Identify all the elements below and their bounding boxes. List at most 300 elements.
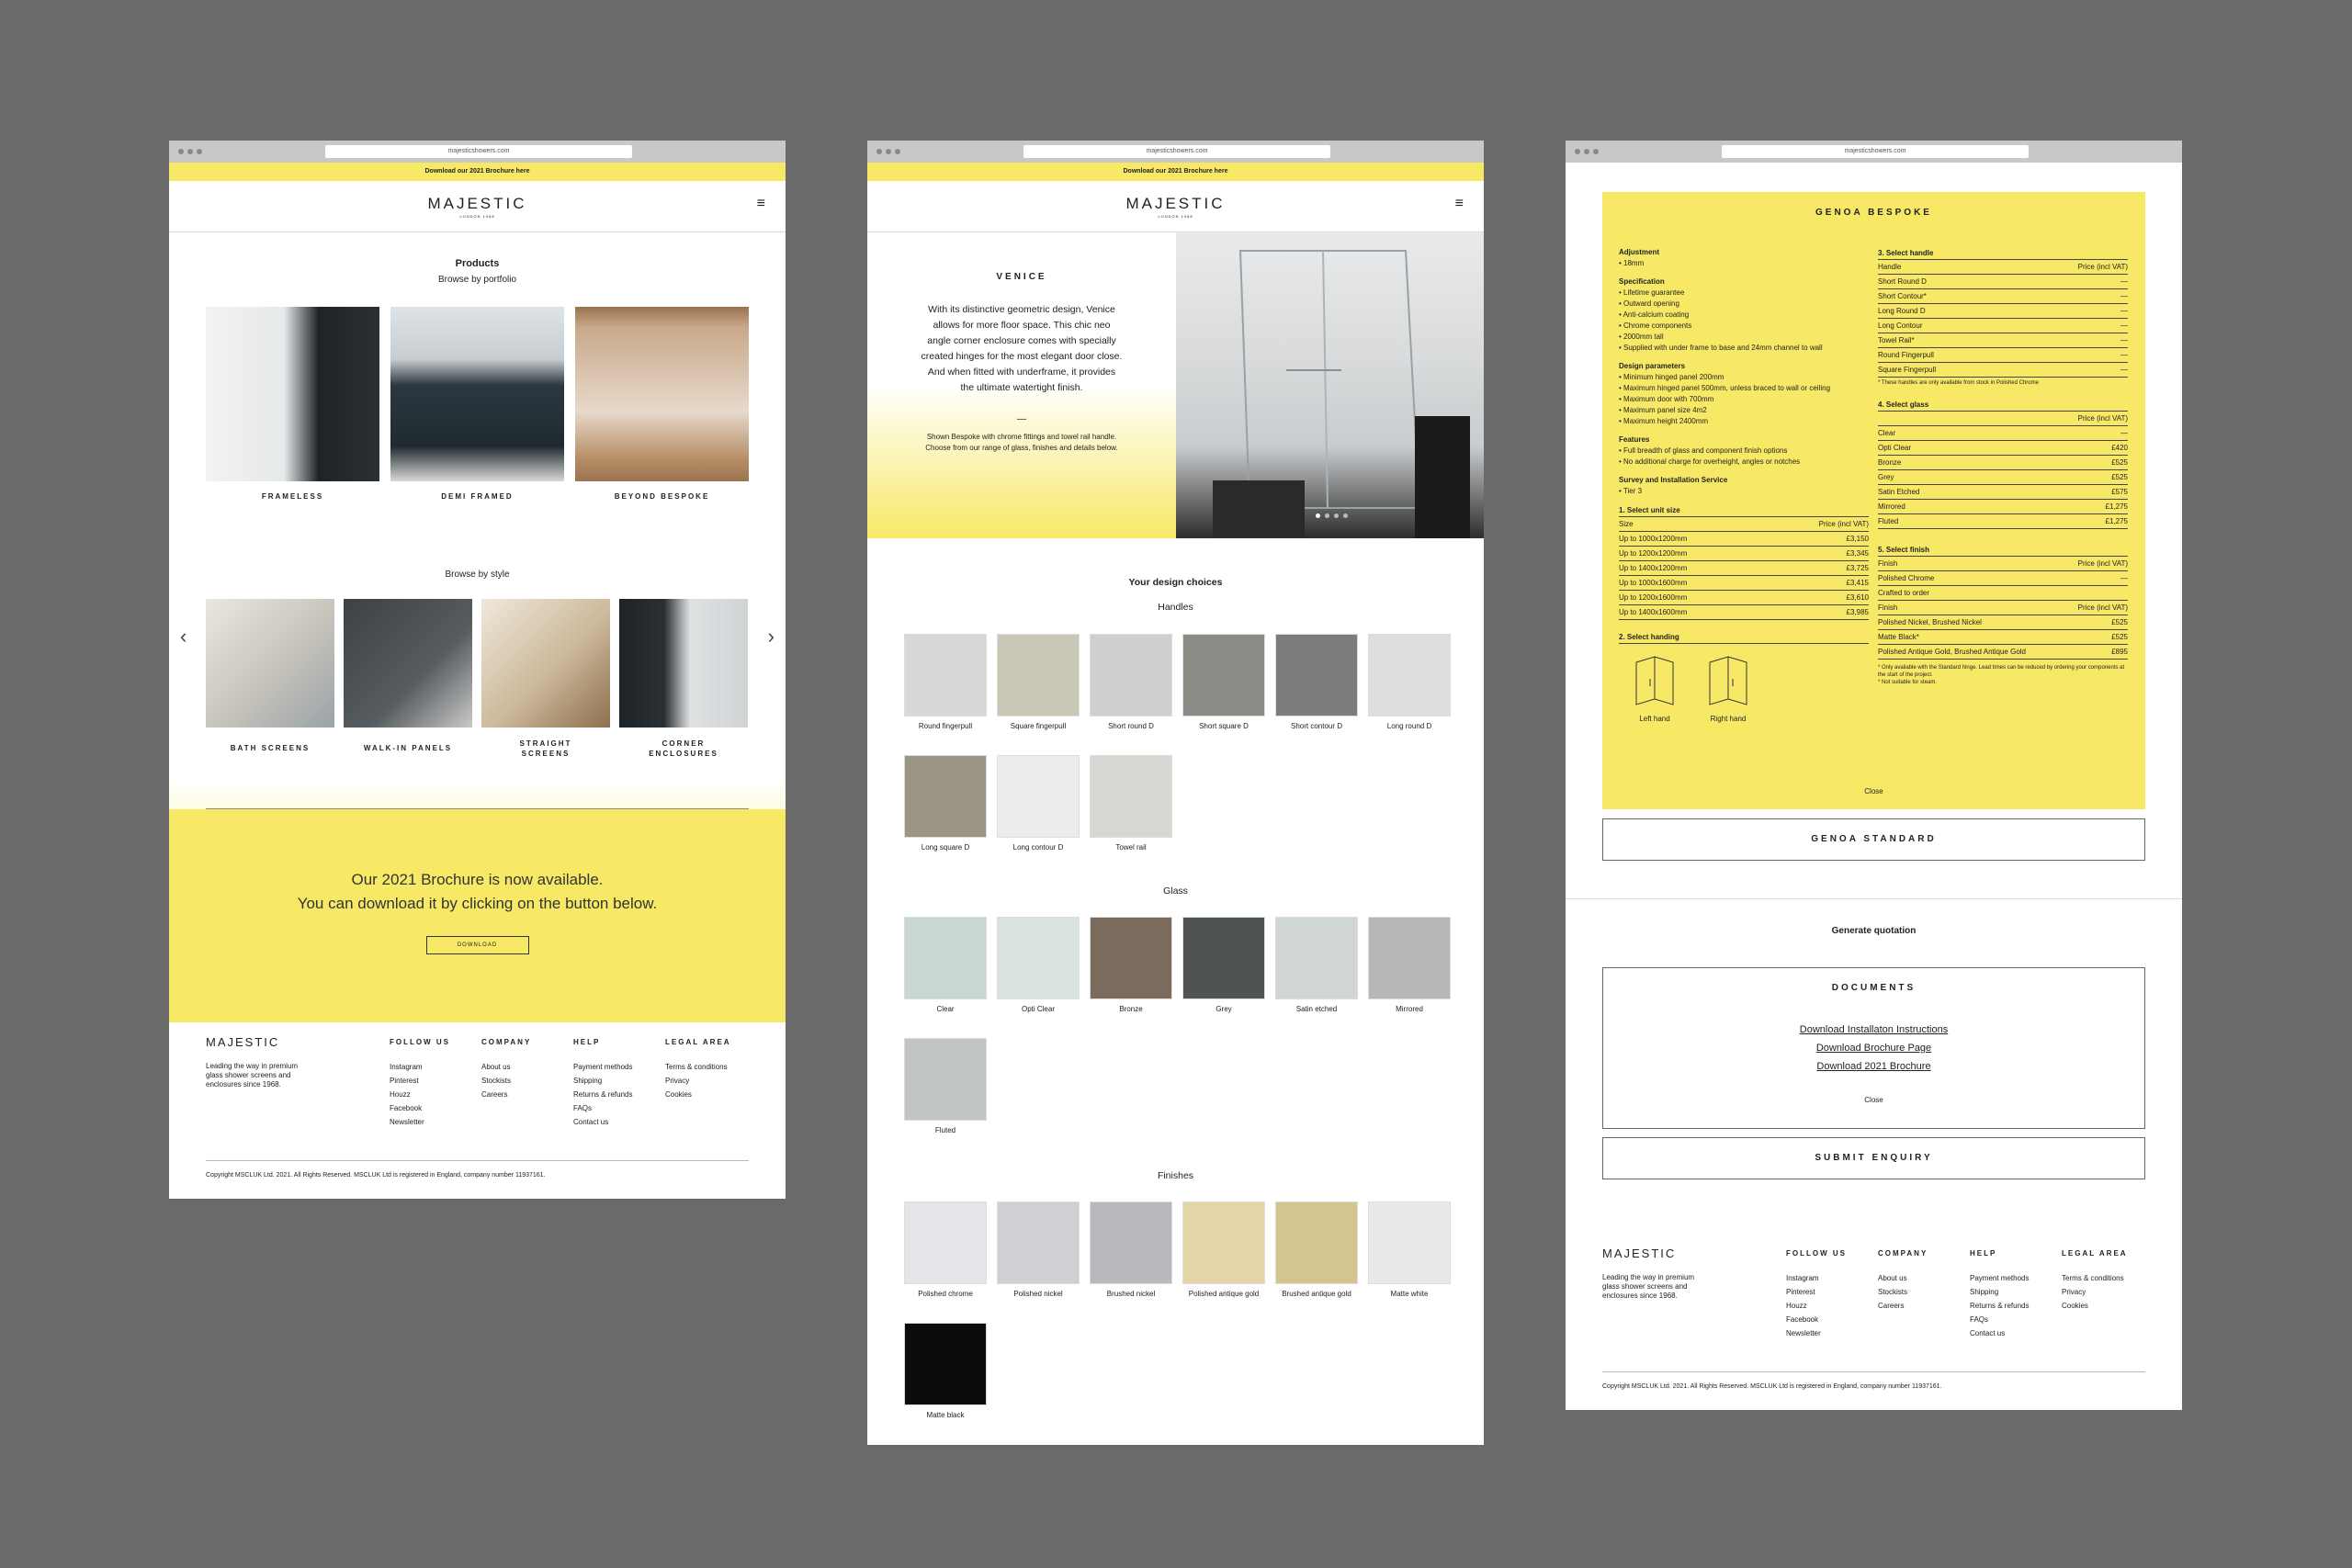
glass-option[interactable] <box>1368 917 1451 1014</box>
handle-table-header: Handle Price (incl VAT) <box>1878 259 2128 275</box>
documents-links <box>1603 1021 2144 1076</box>
glass-label: Satin etched <box>1295 1005 1338 1013</box>
portfolio-label: DEMI FRAMED <box>441 492 514 501</box>
chevron-right-icon[interactable]: › <box>767 625 775 648</box>
product-description: With its distinctive geometric design, Venice allows for more floor space. This chic neo angle corner enclosure comes with specially created hinges for the most elegant door close. And when fitted with underframe, it provides the ultimate watertight finish. <box>921 304 1123 393</box>
footer-heading: FOLLOW US <box>1786 1249 1847 1258</box>
glass-option-row[interactable] <box>1878 441 2128 456</box>
unit-size-row[interactable] <box>1619 547 1869 561</box>
footer-blurb: Leading the way in premium glass shower screens and enclosures since 1968. <box>1602 1273 1695 1300</box>
panel-close-link[interactable]: Close <box>1864 787 1883 795</box>
glass-label: Mirrored <box>1396 1005 1423 1013</box>
footer-col-company <box>481 1035 573 1129</box>
unit-size-price: £3,985 <box>1846 608 1869 616</box>
handles-title: Handles <box>1158 602 1193 613</box>
unit-size-title: 1. Select unit size <box>1619 506 1680 514</box>
download-brochure-page-link[interactable]: Download Brochure Page <box>1815 1043 1932 1054</box>
portfolio-label: BEYOND BESPOKE <box>614 492 710 501</box>
portfolio-card-demi-framed[interactable] <box>390 307 564 501</box>
shown-note: Shown Bespoke with chrome fittings and towel rail handle. Choose from our range of glass, finishes and details below. <box>925 433 1118 452</box>
handle-option-name: Long Contour <box>1878 321 1923 330</box>
genoa-bespoke-panel <box>1602 192 2145 809</box>
finish-option[interactable] <box>997 1201 1080 1299</box>
finish-label: Polished antique gold <box>1188 1290 1260 1298</box>
glass-option-name: Mirrored <box>1878 502 1905 511</box>
glass-swatch-image <box>904 1038 987 1121</box>
glass-title: Glass <box>1163 886 1188 897</box>
handle-option-row[interactable] <box>1878 348 2128 363</box>
demi-framed-image <box>390 307 564 481</box>
download-button[interactable]: DOWNLOAD <box>426 936 529 954</box>
portfolio-card-beyond-bespoke[interactable] <box>575 307 749 501</box>
unit-size-table <box>1619 532 1869 620</box>
unit-size-name: Up to 1000x1600mm <box>1619 579 1688 587</box>
left-hand-door-icon <box>1632 655 1678 706</box>
panel-title: GENOA BESPOKE <box>1815 208 1932 218</box>
footer-link[interactable]: Houzz <box>390 1090 411 1099</box>
handle-option[interactable] <box>904 634 987 731</box>
style-subtitle: Browse by style <box>445 570 510 580</box>
handle-swatch-image <box>1090 755 1172 838</box>
style-label: CORNER ENCLOSURES <box>649 739 718 758</box>
glass-swatch-image <box>1275 917 1358 999</box>
footer-col-follow <box>390 1035 481 1129</box>
glass-option[interactable] <box>1275 917 1358 1014</box>
handle-option-name: Long Round D <box>1878 307 1926 315</box>
handle-option-row[interactable] <box>1878 289 2128 304</box>
glass-option[interactable] <box>1182 917 1265 1014</box>
handle-swatch-image <box>1275 634 1358 716</box>
site-footer <box>206 1035 749 1199</box>
finishes-grid <box>867 1201 1484 1440</box>
unit-size-name: Up to 1200x1600mm <box>1619 593 1688 602</box>
footer-link[interactable]: Instagram <box>1786 1274 1819 1282</box>
spec-heading: Survey and Installation Service <box>1619 476 1728 484</box>
footer-col-follow <box>1786 1247 1878 1340</box>
unit-size-price: £3,150 <box>1846 535 1869 543</box>
footer-link[interactable]: Newsletter <box>1786 1329 1821 1337</box>
portfolio-label: FRAMELESS <box>261 492 324 501</box>
glass-option-row[interactable] <box>1878 456 2128 470</box>
brand-logo[interactable]: MAJESTIC LONDON 1968 <box>427 195 527 219</box>
footer-col-legal <box>665 1035 749 1129</box>
handles-grid <box>867 634 1484 873</box>
finish-label: Brushed nickel <box>1106 1290 1156 1298</box>
shower-enclosure-illustration <box>1176 232 1484 538</box>
footer-link[interactable]: Facebook <box>1786 1315 1819 1324</box>
glass-option-price: — <box>2120 429 2128 437</box>
finish-option-row[interactable] <box>1878 615 2128 630</box>
glass-option-row[interactable] <box>1878 470 2128 485</box>
site-footer <box>1602 1247 2145 1410</box>
footer-link[interactable]: Cookies <box>665 1090 692 1099</box>
footer-link[interactable]: Payment methods <box>1970 1274 2030 1282</box>
glass-option[interactable] <box>904 917 987 1014</box>
footer-heading: HELP <box>573 1038 601 1046</box>
handle-label: Long contour D <box>1012 843 1064 852</box>
glass-grid <box>867 917 1484 1146</box>
handle-label: Towel rail <box>1115 843 1147 852</box>
glass-option-price: £575 <box>2111 488 2128 496</box>
footer-link[interactable]: Stockists <box>1878 1288 1908 1296</box>
footer-link[interactable]: Pinterest <box>1786 1288 1815 1296</box>
handle-label: Square fingerpull <box>1010 722 1067 730</box>
glass-label: Grey <box>1216 1005 1232 1013</box>
unit-size-name: Up to 1000x1200mm <box>1619 535 1688 543</box>
separator-dash: — <box>1017 414 1026 424</box>
handle-option[interactable] <box>997 755 1080 852</box>
portfolio-subtitle: Browse by portfolio <box>437 275 517 285</box>
finish-option-price: £525 <box>2111 618 2128 626</box>
handing-label: Left hand <box>1639 715 1670 723</box>
glass-table <box>1878 426 2128 529</box>
spec-item: • Minimum hinged panel 200mm <box>1619 373 1724 381</box>
finish-option-price: £895 <box>2111 648 2128 656</box>
handing-title: 2. Select handing <box>1619 633 1869 644</box>
footer-link[interactable]: About us <box>1878 1274 1907 1282</box>
handing-label: Right hand <box>1710 715 1747 723</box>
handle-note: * These handles are only available from stock in Polished Chrome <box>1878 380 2039 386</box>
footer-link[interactable]: Terms & conditions <box>665 1063 728 1071</box>
browser-window-venice <box>867 141 1484 1445</box>
download-instructions-link[interactable]: Download Installaton Instructions <box>1799 1024 1949 1035</box>
address-bar[interactable]: majesticshowers.com <box>1722 145 2029 158</box>
finish-option[interactable] <box>904 1201 987 1299</box>
spec-item: • Maximum panel size 4m2 <box>1619 406 1707 414</box>
menu-icon[interactable]: ≡ <box>756 196 765 211</box>
unit-table-header: Size Price (incl VAT) <box>1619 516 1869 532</box>
handle-swatch-image <box>1182 634 1265 716</box>
frameless-image <box>206 307 379 481</box>
handle-label: Short round D <box>1108 722 1154 730</box>
browser-chrome <box>867 141 1484 163</box>
footer-col-legal <box>2062 1247 2145 1340</box>
footer-link[interactable]: Privacy <box>2062 1288 2086 1296</box>
footer-logo[interactable]: MAJESTIC <box>1602 1247 1677 1260</box>
finish-option[interactable] <box>1275 1201 1358 1299</box>
handle-title: 3. Select handle <box>1878 249 1934 257</box>
glass-option-name: Clear <box>1878 429 1896 437</box>
glass-option[interactable] <box>997 917 1080 1014</box>
portfolio-grid <box>206 307 749 501</box>
finish-option-row[interactable] <box>1878 571 2128 586</box>
handle-option-price: — <box>2120 321 2128 330</box>
address-bar[interactable]: majesticshowers.com <box>325 145 632 158</box>
finish-table-header-2: Finish Price (incl VAT) <box>1878 601 2128 615</box>
glass-label: Clear <box>936 1005 955 1013</box>
glass-option-row[interactable] <box>1878 514 2128 529</box>
spec-heading: Features <box>1619 435 1650 444</box>
footer-col-company <box>1878 1247 1970 1340</box>
footer-link[interactable]: Cookies <box>2062 1302 2088 1310</box>
handle-option-price: — <box>2120 366 2128 374</box>
spec-heading: Adjustment <box>1619 248 1659 256</box>
browser-chrome <box>1566 141 2182 163</box>
handing-right[interactable] <box>1705 655 1751 723</box>
handle-option-row[interactable] <box>1878 319 2128 333</box>
handle-option-price: — <box>2120 336 2128 344</box>
handle-option-row[interactable] <box>1878 275 2128 289</box>
finish-label: Matte white <box>1390 1290 1429 1298</box>
glass-swatch-image <box>1182 917 1265 999</box>
download-2021-brochure-link[interactable]: Download 2021 Brochure <box>1816 1061 1931 1072</box>
unit-size-price: £3,415 <box>1846 579 1869 587</box>
unit-size-price: £3,345 <box>1846 549 1869 558</box>
finish-table-crafted <box>1878 615 2128 660</box>
style-card-corner-enclosures[interactable] <box>619 599 748 763</box>
finish-note: * Only available with the Standard hinge. Lead times can be reduced by ordering your components at the start of the project. <box>1878 665 2125 678</box>
finish-option-price: — <box>2120 574 2128 582</box>
handle-label: Long round D <box>1386 722 1432 730</box>
handle-option[interactable] <box>1090 634 1172 731</box>
glass-option-price: £1,275 <box>2105 517 2128 525</box>
style-card-straight-screens[interactable] <box>481 599 610 763</box>
footer-link[interactable]: About us <box>481 1063 511 1071</box>
footer-link[interactable]: Terms & conditions <box>2062 1274 2124 1282</box>
promo-bar[interactable]: Download our 2021 Brochure here <box>867 163 1484 181</box>
documents-box <box>1602 967 2145 1129</box>
glass-option-row[interactable] <box>1878 500 2128 514</box>
window-controls[interactable] <box>178 149 202 154</box>
handle-swatch-image <box>1368 634 1451 716</box>
site-header <box>867 181 1484 232</box>
finish-swatch-image <box>1090 1201 1172 1284</box>
footer-link[interactable]: Careers <box>481 1090 508 1099</box>
finish-option-name: Polished Nickel, Brushed Nickel <box>1878 618 1982 626</box>
handle-swatch-image <box>904 755 987 838</box>
footer-heading: COMPANY <box>1878 1249 1928 1258</box>
glass-option-name: Fluted <box>1878 517 1899 525</box>
finish-swatch-image <box>1182 1201 1265 1284</box>
spec-item: • 2000mm tall <box>1619 333 1664 341</box>
menu-icon[interactable]: ≡ <box>1454 196 1464 211</box>
unit-size-price: £3,610 <box>1846 593 1869 602</box>
style-label: STRAIGHT SCREENS <box>519 739 572 758</box>
handle-option[interactable] <box>1368 634 1451 731</box>
spec-item: • No additional charge for overheight, angles or notches <box>1619 457 1801 466</box>
handle-swatch-image <box>1090 634 1172 716</box>
footer-link[interactable]: Contact us <box>573 1118 609 1126</box>
handle-option-price: — <box>2120 307 2128 315</box>
footer-link[interactable]: FAQs <box>1970 1315 1989 1324</box>
browser-window-genoa <box>1566 141 2182 1410</box>
glass-swatch-image <box>1368 917 1451 999</box>
spec-item: • Supplied with under frame to base and 24mm channel to wall <box>1619 344 1823 352</box>
handing-left[interactable] <box>1632 655 1678 723</box>
unit-size-name: Up to 1400x1600mm <box>1619 608 1688 616</box>
glass-option-row[interactable] <box>1878 426 2128 441</box>
design-choices-title: Your design choices <box>1128 577 1223 588</box>
handle-option-row[interactable] <box>1878 304 2128 319</box>
product-intro <box>867 232 1176 538</box>
style-card-walk-in-panels[interactable] <box>344 599 472 762</box>
handle-table <box>1878 275 2128 378</box>
handle-option-name: Round Fingerpull <box>1878 351 1934 359</box>
finish-label: Brushed antique gold <box>1282 1290 1351 1298</box>
finish-option[interactable] <box>1182 1201 1265 1299</box>
style-label: WALK-IN PANELS <box>363 744 453 752</box>
footer-link[interactable]: Stockists <box>481 1077 512 1085</box>
footer-link[interactable]: Shipping <box>1970 1288 1999 1296</box>
footer-logo[interactable]: MAJESTIC <box>206 1035 280 1049</box>
unit-size-row[interactable] <box>1619 605 1869 620</box>
spec-heading: Design parameters <box>1619 362 1686 370</box>
finish-table-standard <box>1878 571 2128 601</box>
handle-option-row[interactable] <box>1878 333 2128 348</box>
handle-label: Short square D <box>1199 722 1249 730</box>
unit-size-row[interactable] <box>1619 576 1869 591</box>
finish-table-header: Finish Price (incl VAT) <box>1878 556 2128 571</box>
finish-label: Polished nickel <box>1013 1290 1063 1298</box>
footer-heading: LEGAL AREA <box>2062 1249 2128 1258</box>
footer-link[interactable]: Payment methods <box>573 1063 633 1071</box>
handle-swatch-image <box>904 634 987 716</box>
walk-in-panels-image <box>344 599 472 728</box>
generate-quotation[interactable]: Generate quotation <box>1831 926 1917 936</box>
spec-item: • Outward opening <box>1619 299 1679 308</box>
options-column <box>1878 249 2128 686</box>
documents-close-link[interactable]: Close <box>1864 1096 1883 1104</box>
handle-swatch-image <box>997 755 1080 838</box>
footer-link[interactable]: Facebook <box>390 1104 423 1112</box>
spec-item: • Chrome components <box>1619 321 1692 330</box>
finish-title: 5. Select finish <box>1878 546 1930 554</box>
finish-option[interactable] <box>904 1323 987 1420</box>
address-bar[interactable]: majesticshowers.com <box>1023 145 1330 158</box>
glass-swatch-image <box>904 917 987 999</box>
finish-swatch-image <box>997 1201 1080 1284</box>
glass-swatch-image <box>997 917 1080 999</box>
promo-bar[interactable]: Download our 2021 Brochure here <box>169 163 786 181</box>
portfolio-card-frameless[interactable] <box>206 307 379 501</box>
glass-swatch-image <box>1090 917 1172 999</box>
finish-swatch-image <box>1368 1201 1451 1284</box>
glass-option-price: £525 <box>2111 473 2128 481</box>
window-controls[interactable] <box>876 149 900 154</box>
finish-option-row[interactable] <box>1878 645 2128 660</box>
brand-logo[interactable]: MAJESTIC LONDON 1968 <box>1125 195 1226 219</box>
venice-hero-image <box>1176 232 1484 538</box>
finish-option-row[interactable] <box>1878 586 2128 601</box>
handle-option-price: — <box>2120 277 2128 286</box>
glass-label: Fluted <box>934 1126 956 1134</box>
copyright: Copyright MSCLUK Ltd. 2021. All Rights Reserved. MSCLUK Ltd is registered in England, company number 11937161. <box>206 1160 749 1199</box>
footer-link[interactable]: Instagram <box>390 1063 423 1071</box>
handle-swatch-image <box>997 634 1080 716</box>
finish-option-name: Crafted to order <box>1878 589 1930 597</box>
glass-option-price: £525 <box>2111 458 2128 467</box>
divider <box>1566 898 2182 899</box>
right-hand-door-icon <box>1705 655 1751 706</box>
chevron-left-icon[interactable]: ‹ <box>180 625 187 648</box>
footer-link[interactable]: Pinterest <box>390 1077 419 1085</box>
site-header <box>169 181 786 232</box>
finish-option-price: £525 <box>2111 633 2128 641</box>
finish-label: Matte black <box>926 1411 965 1419</box>
glass-option-name: Bronze <box>1878 458 1902 467</box>
unit-size-row[interactable] <box>1619 591 1869 605</box>
finish-swatch-image <box>1275 1201 1358 1284</box>
carousel-dots[interactable] <box>1316 513 1348 518</box>
finish-option-row[interactable] <box>1878 630 2128 645</box>
finish-swatch-image <box>904 1201 987 1284</box>
copyright: Copyright MSCLUK Ltd. 2021. All Rights Reserved. MSCLUK Ltd is registered in England, company number 11937161. <box>1602 1371 2145 1410</box>
handle-option-name: Short Round D <box>1878 277 1927 286</box>
unit-size-row[interactable] <box>1619 532 1869 547</box>
finish-option-name: Polished Chrome <box>1878 574 1935 582</box>
genoa-standard-button[interactable]: GENOA STANDARD <box>1602 818 2145 861</box>
spec-item: • 18mm <box>1619 259 1645 267</box>
products-title: Products <box>455 258 500 269</box>
unit-size-name: Up to 1200x1200mm <box>1619 549 1688 558</box>
footer-link[interactable]: Contact us <box>1970 1329 2006 1337</box>
handing-options <box>1619 655 1869 723</box>
spec-item: • Maximum height 2400mm <box>1619 417 1709 425</box>
unit-size-name: Up to 1400x1200mm <box>1619 564 1688 572</box>
finish-swatch-image <box>904 1323 987 1405</box>
handle-option-price: — <box>2120 292 2128 300</box>
brochure-line-2: You can download it by clicking on the button below. <box>297 895 658 912</box>
footer-link[interactable]: Newsletter <box>390 1118 424 1126</box>
corner-enclosures-image <box>619 599 748 728</box>
handle-option[interactable] <box>997 634 1080 731</box>
finish-option-name: Polished Antique Gold, Brushed Antique Gold <box>1878 648 2026 656</box>
handle-label: Short contour D <box>1290 722 1343 730</box>
glass-table-header: Price (incl VAT) <box>1878 411 2128 426</box>
beyond-bespoke-image <box>575 307 749 481</box>
footer-link[interactable]: Returns & refunds <box>573 1090 633 1099</box>
finish-option[interactable] <box>1368 1201 1451 1299</box>
handle-option[interactable] <box>1182 634 1265 731</box>
handle-option[interactable] <box>1090 755 1172 852</box>
footer-link[interactable]: FAQs <box>573 1104 593 1112</box>
footer-heading: HELP <box>1970 1249 1997 1258</box>
handle-label: Round fingerpull <box>918 722 973 730</box>
unit-size-row[interactable] <box>1619 561 1869 576</box>
handle-option-name: Towel Rail* <box>1878 336 1915 344</box>
glass-label: Opti Clear <box>1021 1005 1055 1013</box>
footer-heading: FOLLOW US <box>390 1038 450 1046</box>
glass-option-row[interactable] <box>1878 485 2128 500</box>
handle-label: Long square D <box>921 843 970 852</box>
footer-link[interactable]: Returns & refunds <box>1970 1302 2030 1310</box>
submit-enquiry-button[interactable]: SUBMIT ENQUIRY <box>1602 1137 2145 1179</box>
finish-option[interactable] <box>1090 1201 1172 1299</box>
spec-item: • Tier 3 <box>1619 487 1643 495</box>
brochure-line-1: Our 2021 Brochure is now available. <box>351 871 604 888</box>
window-controls[interactable] <box>1575 149 1599 154</box>
footer-link[interactable]: Careers <box>1878 1302 1905 1310</box>
spec-column <box>1619 240 1869 723</box>
style-card-bath-screens[interactable] <box>206 599 334 762</box>
footer-col-help <box>573 1035 665 1129</box>
footer-link[interactable]: Shipping <box>573 1077 603 1085</box>
footer-link[interactable]: Privacy <box>665 1077 690 1085</box>
handle-option[interactable] <box>1275 634 1358 731</box>
glass-option[interactable] <box>904 1038 987 1135</box>
handle-option[interactable] <box>904 755 987 852</box>
handle-option-row[interactable] <box>1878 363 2128 378</box>
footer-heading: LEGAL AREA <box>665 1038 731 1046</box>
finish-note-2: * Not suitable for steam. <box>1878 680 1938 685</box>
footer-link[interactable]: Houzz <box>1786 1302 1807 1310</box>
spec-item: • Full breadth of glass and component finish options <box>1619 446 1788 455</box>
finishes-title: Finishes <box>1157 1170 1194 1181</box>
spec-item: • Maximum door with 700mm <box>1619 395 1714 403</box>
glass-option[interactable] <box>1090 917 1172 1014</box>
finish-label: Polished chrome <box>918 1290 973 1298</box>
spec-list <box>1619 247 1869 497</box>
